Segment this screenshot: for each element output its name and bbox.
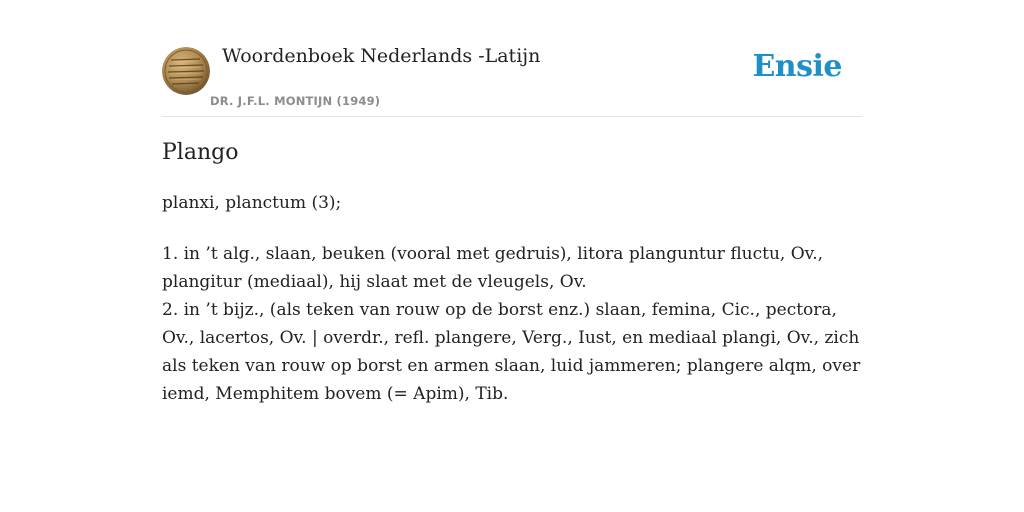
meaning-1: 1. in ’t alg., slaan, beuken (vooral met gedruis), litora planguntur fluctu, Ov., plangitur (mediaal), hij slaat met de vleugels, Ov.	[162, 244, 824, 292]
dictionary-page	[162, 0, 862, 512]
entry-definitions	[162, 240, 864, 408]
ensie-logo-link[interactable]: Ensie	[752, 49, 842, 84]
latin-inscription-coin-icon	[162, 47, 210, 95]
meaning-2: 2. in ’t bijz., (als teken van rouw op de borst enz.) slaan, femina, Cic., pectora, Ov., lacertos, Ov. | overdr., refl. plangere, Verg., Iust, en mediaal plangi, Ov., zich als teken van rouw op borst en armen slaan, luid jammeren; plangere alqm, over iemd, Memphitem bovem (= Apim), Tib.	[162, 300, 861, 404]
book-author: DR. J.F.L. MONTIJN (1949)	[210, 94, 381, 108]
entry-forms: planxi, planctum (3);	[162, 193, 342, 213]
header	[162, 0, 862, 117]
book-title[interactable]: Woordenboek Nederlands -Latijn	[222, 45, 541, 67]
entry-title: Plango	[162, 140, 239, 165]
